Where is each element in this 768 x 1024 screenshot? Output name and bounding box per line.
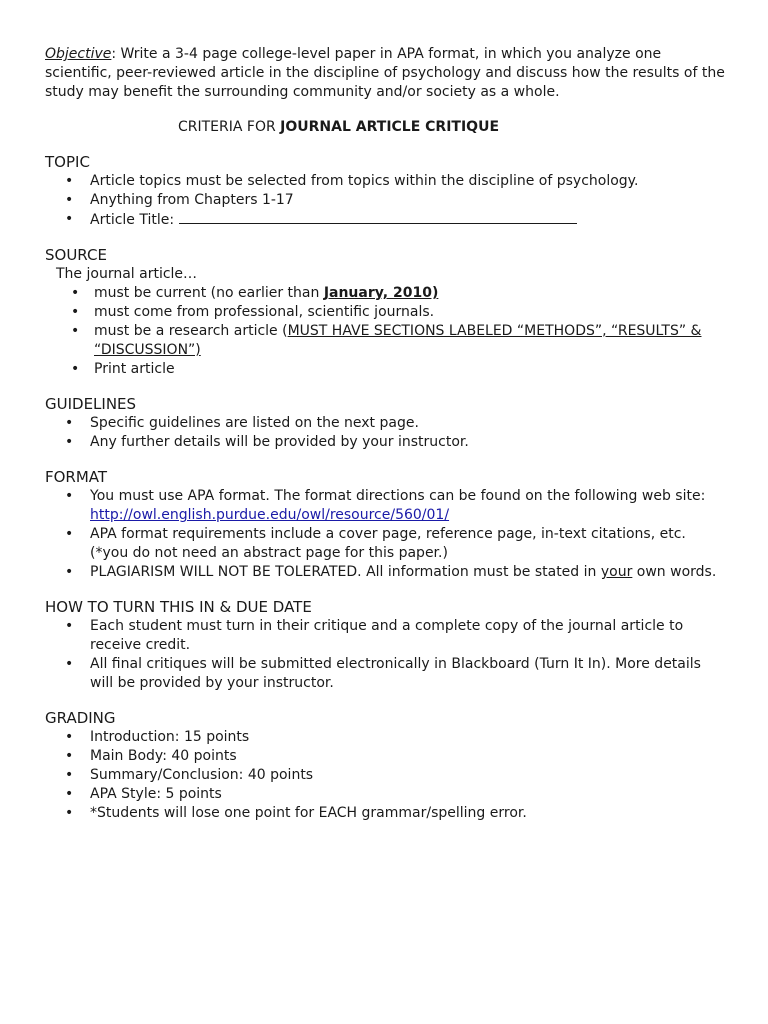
grading-list <box>45 728 725 823</box>
apa-format-link[interactable]: http://owl.english.purdue.edu/owl/resource/560/01/ <box>90 507 450 523</box>
grading-heading: GRADING <box>45 709 116 727</box>
format-heading: FORMAT <box>45 468 108 486</box>
list-item <box>45 210 725 230</box>
criteria-title-emphasis: JOURNAL ARTICLE CRITIQUE <box>280 119 500 135</box>
turn-in-heading: HOW TO TURN THIS IN & DUE DATE <box>45 598 312 616</box>
list-item: • All final critiques will be submitted electronically in Blackboard (Turn It In). More details will be provided by your instructor. <box>45 655 725 693</box>
topic-heading: TOPIC <box>45 153 90 171</box>
criteria-title-prefix: CRITERIA FOR <box>178 119 281 135</box>
list-item: • *Students will lose one point for EACH grammar/spelling error. <box>45 804 725 823</box>
turn-in-list <box>45 617 725 693</box>
format-apa-prefix: You must use APA format. The format directions can be found on the following web site: <box>90 488 706 504</box>
list-item: • Summary/Conclusion: 40 points <box>45 766 725 785</box>
list-item <box>45 284 725 303</box>
objective-label: Objective <box>45 46 112 62</box>
source-list <box>45 284 725 379</box>
list-item: • Specific guidelines are listed on the next page. <box>45 414 725 433</box>
objective-paragraph <box>45 45 725 102</box>
source-research-prefix: must be a research article ( <box>94 323 288 339</box>
list-item: • Each student must turn in their critique and a complete copy of the journal article to receive credit. <box>45 617 725 655</box>
source-heading: SOURCE <box>45 246 107 264</box>
document-page <box>45 45 725 823</box>
list-item: • Any further details will be provided by your instructor. <box>45 433 725 452</box>
topic-list <box>45 172 725 230</box>
plagiarism-your: your <box>600 564 633 580</box>
source-research-underlined: MUST HAVE SECTIONS LABELED “METHODS”, “RESULTS” & “DISCUSSION”) <box>94 323 702 358</box>
source-intro: The journal article… <box>56 266 198 282</box>
list-item <box>45 563 725 582</box>
format-list <box>45 487 725 582</box>
list-item: • Main Body: 40 points <box>45 747 725 766</box>
guidelines-list <box>45 414 725 452</box>
list-item: • Anything from Chapters 1-17 <box>45 191 725 210</box>
list-item: • Article topics must be selected from topics within the discipline of psychology. <box>45 172 725 191</box>
source-current-prefix: must be current (no earlier than <box>94 285 324 301</box>
plagiarism-suffix: own words. <box>632 564 717 580</box>
plagiarism-prefix: PLAGIARISM WILL NOT BE TOLERATED. All information must be stated in <box>90 564 601 580</box>
list-item: • APA Style: 5 points <box>45 785 725 804</box>
article-title-label: Article Title: <box>90 212 179 228</box>
list-item <box>45 322 725 360</box>
criteria-title <box>45 118 725 137</box>
list-item: • Print article <box>45 360 725 379</box>
source-current-date: January, 2010) <box>323 285 439 301</box>
guidelines-heading: GUIDELINES <box>45 395 137 413</box>
article-title-blank <box>179 210 577 224</box>
list-item: • Introduction: 15 points <box>45 728 725 747</box>
objective-text: : Write a 3-4 page college-level paper in APA format, in which you analyze one scientific, peer-reviewed article in the discipline of psychology and discuss how the results of the study may benefit the surrounding community and/or society as a whole. <box>45 46 725 100</box>
list-item: • must come from professional, scientific journals. <box>45 303 725 322</box>
list-item <box>45 487 725 525</box>
list-item: • APA format requirements include a cover page, reference page, in-text citations, etc. (*you do not need an abstract page for this paper.) <box>45 525 725 563</box>
